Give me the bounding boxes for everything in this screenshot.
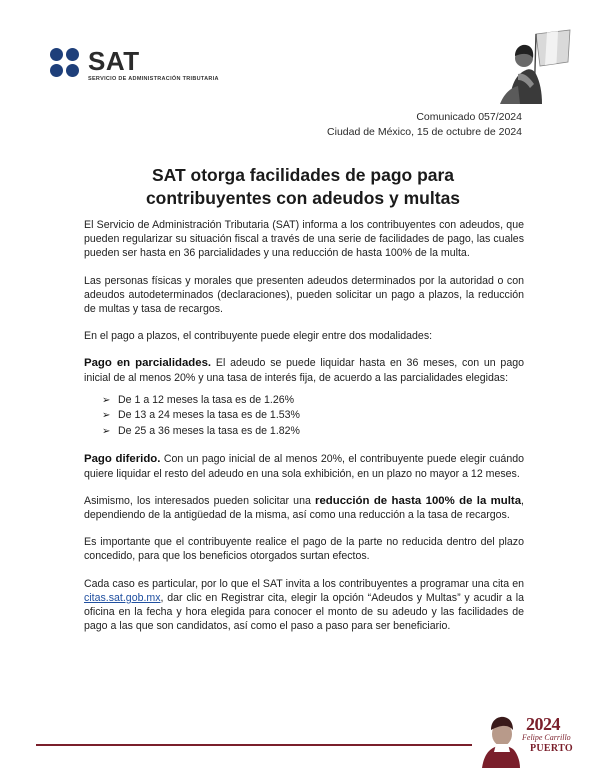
deferred-heading: Pago diferido. (84, 453, 161, 466)
footer-place: PUERTO (530, 743, 573, 754)
paragraph-deferred (84, 452, 524, 480)
paragraph-intro: El Servicio de Administración Tributaria (SAT) informa a los contribuyentes con adeudos, que pueden regularizar su situación fiscal a través de una serie de facilidades de pago, las cuales pueden ser hasta en 36 parcialidades y una reducción de hasta 100% de la multa. (84, 219, 524, 260)
sat-logo (50, 46, 220, 86)
paragraph-appointment (84, 577, 524, 634)
rate-text: De 1 a 12 meses la tasa es de 1.26% (118, 393, 295, 406)
communique-number: Comunicado 057/2024 (416, 111, 522, 123)
arrowhead-bullet-icon: ➢ (102, 410, 111, 422)
citas-link[interactable]: citas.sat.gob.mx (84, 591, 161, 604)
place-date: Ciudad de México, 15 de octubre de 2024 (327, 126, 522, 138)
sat-dots-logo-icon (50, 48, 84, 82)
installments-heading: Pago en parcialidades. (84, 357, 212, 370)
rate-text: De 13 a 24 meses la tasa es de 1.53% (118, 409, 300, 422)
footer-divider (36, 744, 472, 746)
list-item (102, 408, 524, 424)
paragraph-installments (84, 356, 524, 384)
logo-subtitle: SERVICIO DE ADMINISTRACIÓN TRIBUTARIA (88, 76, 219, 82)
flag-woman-emblem-icon (496, 28, 576, 106)
title-line-1: SAT otorga facilidades de pago para (151, 165, 455, 185)
paragraph-eligibility: Las personas físicas y morales que presenten adeudos determinados por la autoridad o con adeudos autodeterminados (declaraciones), pueden solicitar un pago a plazos, la reducción de multas y tasa de recargos. (84, 274, 524, 316)
rate-text: De 25 a 36 meses la tasa es de 1.82% (118, 424, 300, 437)
body-text (84, 218, 524, 646)
appointment-text-pre: Cada caso es particular, por lo que el SAT invita a los contribuyentes a programar una cita en (84, 577, 524, 590)
reduction-text-post: , dependiendo de la antigüedad de la misma, así como una reducción a la tasa de recargos. (84, 494, 524, 521)
list-item (102, 424, 524, 440)
rate-list (102, 393, 524, 440)
paragraph-reduction (84, 494, 524, 522)
page-title (100, 164, 506, 210)
arrowhead-bullet-icon: ➢ (102, 394, 111, 406)
footer-year: 2024 (526, 714, 560, 734)
arrowhead-bullet-icon: ➢ (102, 425, 111, 437)
installments-text: El adeudo se puede liquidar hasta en 36 meses, con un pago inicial de al menos 20% y una tasa de interés fija, de acuerdo a las parcialidades elegidas: (84, 357, 524, 384)
deferred-text: Con un pago inicial de al menos 20%, el contribuyente puede elegir cuándo quiere liquidar el resto del adeudo en una sola exhibición, en un plazo no mayor a 12 meses. (84, 453, 524, 480)
list-item (102, 393, 524, 409)
reduction-highlight: reducción de hasta 100% de la multa (315, 494, 522, 507)
paragraph-modalities: En el pago a plazos, el contribuyente puede elegir entre dos modalidades: (84, 330, 433, 343)
logo-wordmark: SAT (88, 46, 140, 76)
reduction-text-pre: Asimismo, los interesados pueden solicitar una (84, 494, 316, 507)
title-line-2: contribuyentes con adeudos y multas (145, 188, 461, 208)
footer-name: Felipe Carrillo (522, 733, 571, 742)
communique-meta (327, 110, 522, 140)
paragraph-payment-note: Es importante que el contribuyente realice el pago de la parte no reducida dentro del plazo concedido, para que los beneficios otorgados surtan efectos. (84, 536, 524, 563)
appointment-text-post: , dar clic en Registrar cita, elegir la opción “Adeudos y Multas” y acudir a la oficina en la fecha y hora elegida para conocer el monto de su adeudo y las facilidades de pago a las que son candidatos, así como el paso a paso para ser beneficiario. (84, 591, 524, 633)
